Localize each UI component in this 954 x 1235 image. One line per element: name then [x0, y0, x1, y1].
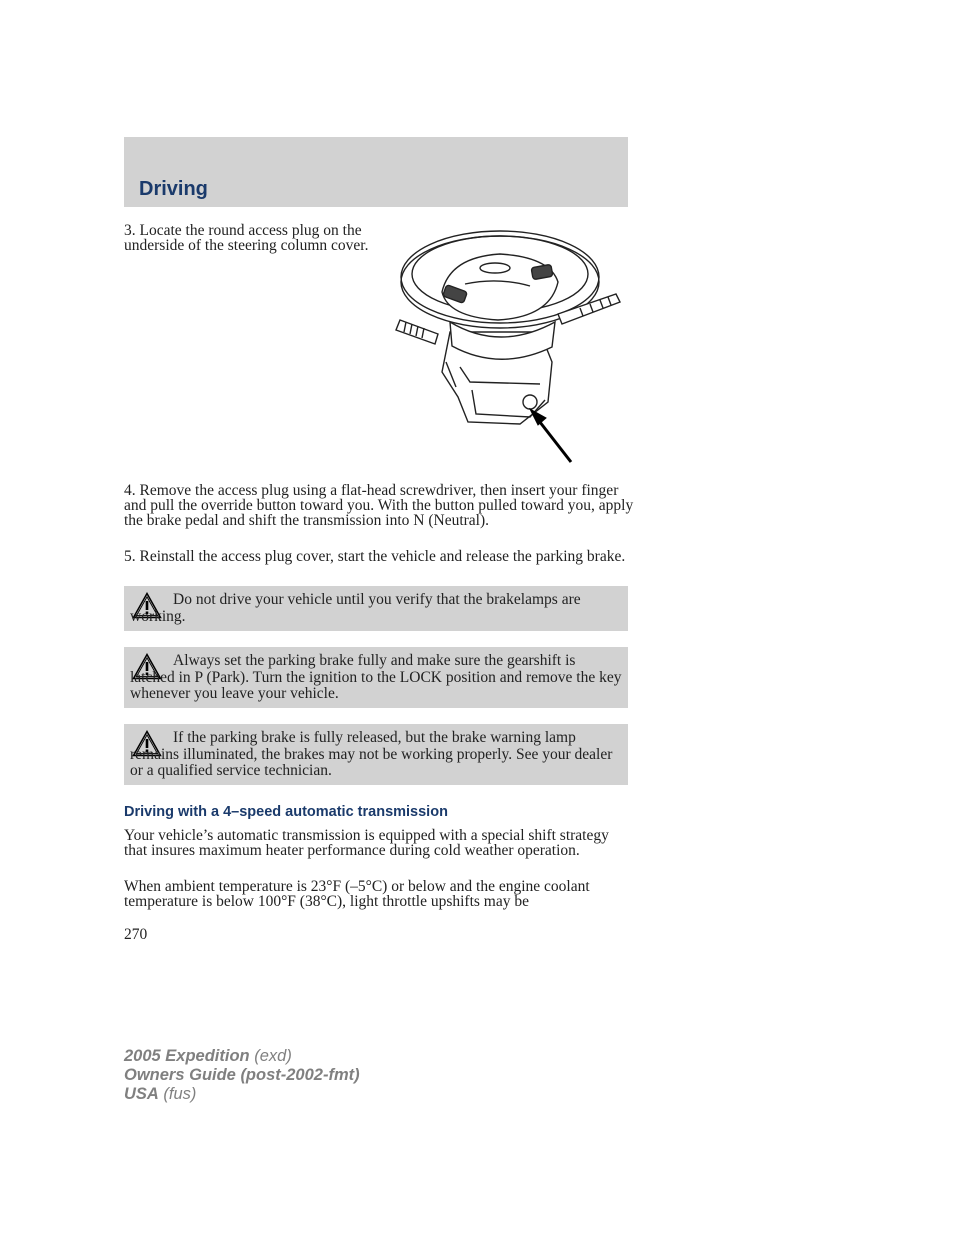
- warning-text: Do not drive your vehicle until you verify that the brakelamps are working.: [130, 591, 581, 625]
- steering-column-illustration: [380, 222, 630, 467]
- footer-market-code: (fus): [158, 1085, 197, 1103]
- footer-guide: Owners Guide (post-2002-fmt): [124, 1066, 360, 1084]
- section-header-bar: [124, 137, 628, 207]
- warning-text: Always set the parking brake fully and make sure the gearshift is latched in P (Park). Turn the ignition to the LOCK position and remove the key whenever you leave your vehicle.: [130, 652, 622, 702]
- section-title: Driving: [139, 178, 208, 200]
- document-footer: [124, 1047, 360, 1104]
- footer-market: USA: [124, 1085, 159, 1103]
- warning-text: If the parking brake is fully released, but the brake warning lamp remains illuminated, the brakes may not be working properly. See your dealer or a qualified service technician.: [130, 729, 613, 779]
- warning-box-parking-brake: [124, 647, 628, 708]
- section-subheading: Driving with a 4–speed automatic transmission: [124, 804, 448, 820]
- step-5-text: 5. Reinstall the access plug cover, start the vehicle and release the parking brake.: [124, 548, 626, 565]
- footer-model-code: (exd): [249, 1047, 292, 1065]
- paragraph-temperature: When ambient temperature is 23°F (–5°C) or below and the engine coolant temperature is below 100°F (38°C), light throttle upshifts may be: [124, 878, 590, 910]
- paragraph-transmission: Your vehicle’s automatic transmission is equipped with a special shift strategy that insures maximum heater performance during cold weather operation.: [124, 827, 609, 859]
- page-number: 270: [124, 926, 148, 943]
- step-3-text: 3. Locate the round access plug on the underside of the steering column cover.: [124, 222, 369, 254]
- warning-box-brake-lamp: [124, 724, 628, 785]
- warning-box-brakelamps: [124, 586, 628, 631]
- step-4-text: 4. Remove the access plug using a flat-head screwdriver, then insert your finger and pull the override button toward you. With the button pulled toward you, apply the brake pedal and shift the transmission into N (Neutral).: [124, 482, 634, 529]
- footer-model: 2005 Expedition: [124, 1047, 250, 1065]
